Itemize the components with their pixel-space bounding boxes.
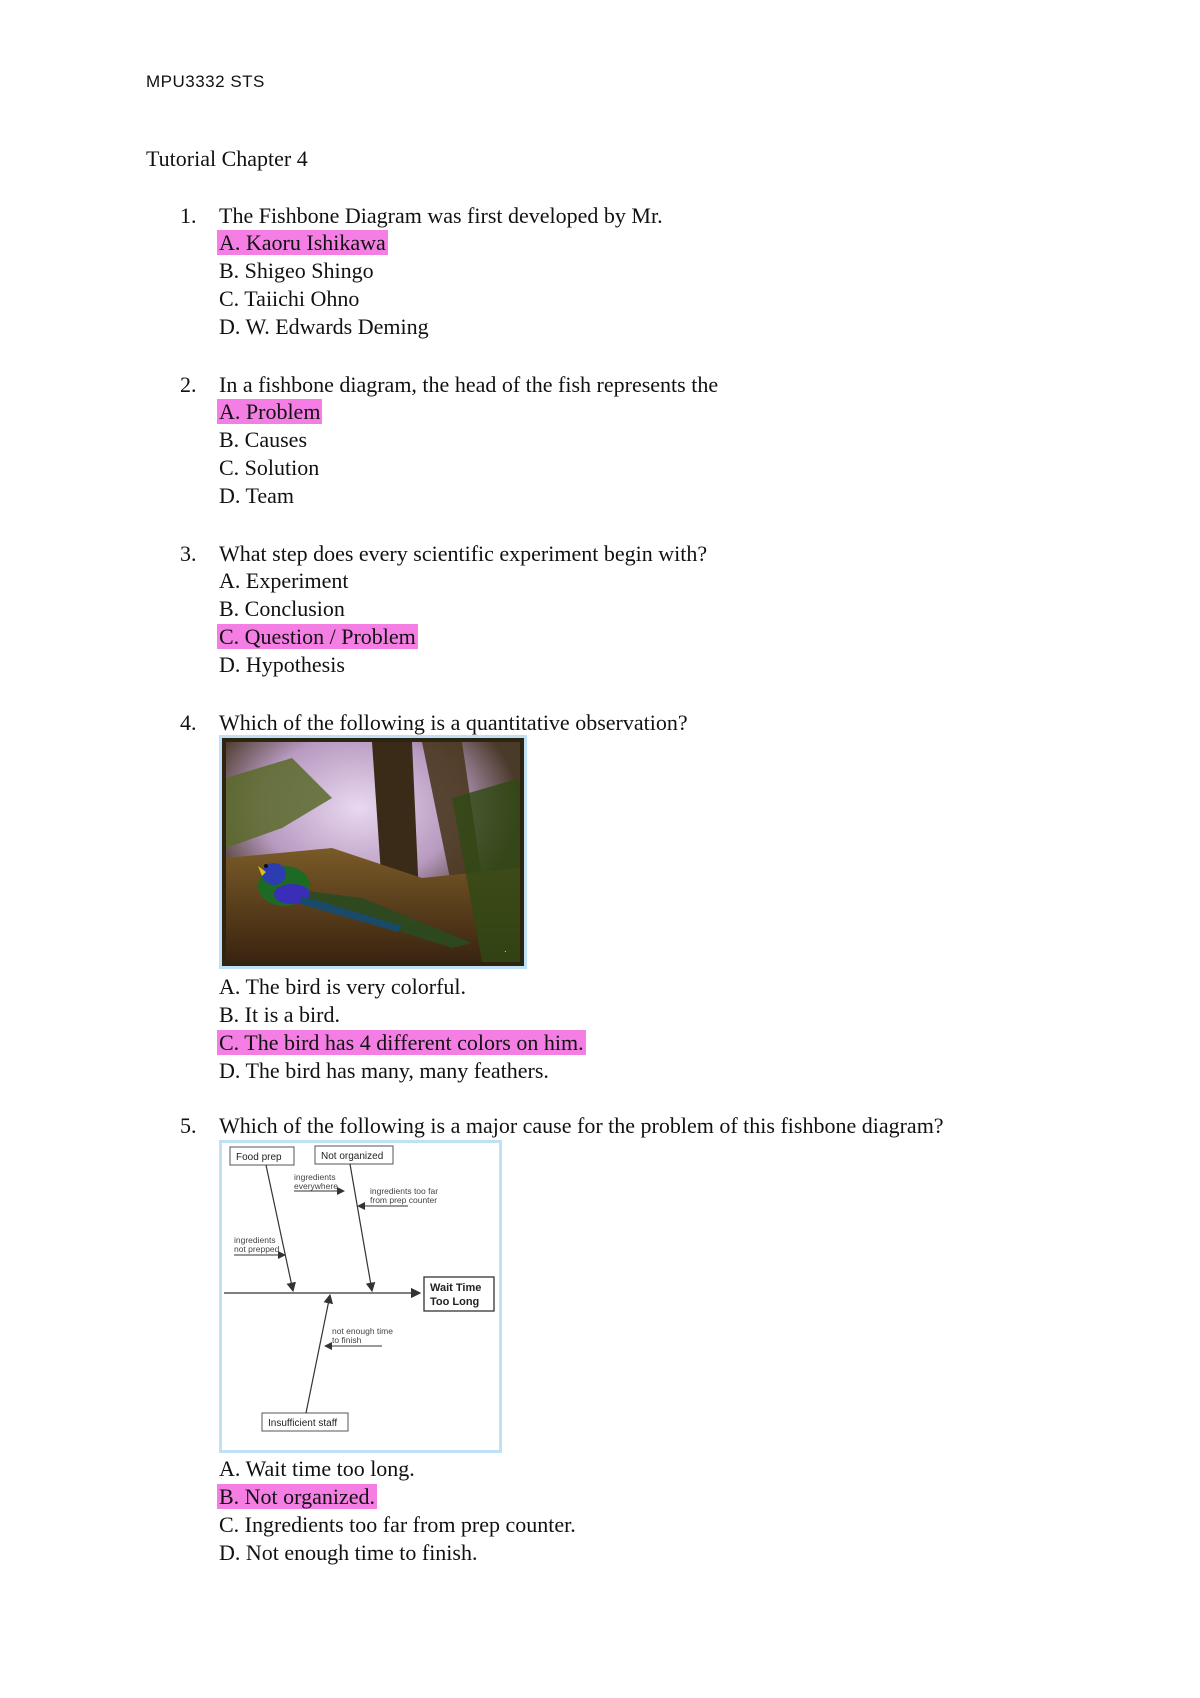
cause-label: to finish <box>332 1335 362 1345</box>
question-text: What step does every scientific experiment begin with? <box>219 541 708 566</box>
option-b: B. Shigeo Shingo <box>219 258 374 283</box>
head-label-line1: Wait Time <box>430 1282 482 1294</box>
category-not-organized: Not organized <box>321 1151 384 1162</box>
highlighted-answer: C. The bird has 4 different colors on him. <box>219 1030 584 1055</box>
svg-text:.: . <box>504 944 507 955</box>
cause-label: not enough time <box>332 1326 393 1336</box>
page-title: Tutorial Chapter 4 <box>146 146 308 171</box>
question-text: In a fishbone diagram, the head of the fish represents the <box>219 372 719 397</box>
bone-insufficient-staff <box>306 1295 330 1413</box>
category-food-prep: Food prep <box>236 1152 282 1163</box>
option-c <box>219 1029 586 1057</box>
highlighted-answer: C. Question / Problem <box>219 624 416 649</box>
question-number: 5. <box>180 1113 197 1138</box>
parrot-photo <box>219 735 527 969</box>
cause-label: everywhere <box>294 1181 338 1191</box>
option-c: C. Ingredients too far from prep counter. <box>219 1512 576 1537</box>
option-c: C. Solution <box>219 455 320 480</box>
head-label-line2: Too Long <box>430 1296 480 1308</box>
option-d: D. The bird has many, many feathers. <box>219 1058 549 1083</box>
question-number: 3. <box>180 541 197 566</box>
cause-label: from prep counter <box>370 1195 438 1205</box>
highlighted-answer: A. Kaoru Ishikawa <box>219 230 386 255</box>
option-b: B. Conclusion <box>219 596 345 621</box>
option-a <box>219 398 322 426</box>
option-c <box>219 623 418 651</box>
cause-label: ingredients too far <box>370 1186 439 1196</box>
cause-label: not prepped <box>234 1244 280 1254</box>
option-b <box>219 1483 377 1511</box>
option-b: B. It is a bird. <box>219 1002 340 1027</box>
option-a: A. Experiment <box>219 568 349 593</box>
question-number: 2. <box>180 372 197 397</box>
bone-not-organized <box>350 1164 372 1291</box>
option-a <box>219 229 388 257</box>
option-d: D. Team <box>219 483 295 508</box>
question-text: Which of the following is a major cause for the problem of this fishbone diagram? <box>219 1113 944 1138</box>
cause-label: ingredients <box>294 1172 336 1182</box>
question-number: 1. <box>180 203 197 228</box>
option-a: A. Wait time too long. <box>219 1456 415 1481</box>
option-a: A. The bird is very colorful. <box>219 974 467 999</box>
question-number: 4. <box>180 710 197 735</box>
category-insufficient-staff: Insufficient staff <box>268 1418 338 1429</box>
option-d: D. W. Edwards Deming <box>219 314 429 339</box>
option-c: C. Taiichi Ohno <box>219 286 360 311</box>
question-text: The Fishbone Diagram was first developed by Mr. <box>219 203 663 228</box>
highlighted-answer: A. Problem <box>219 399 321 424</box>
cause-label: ingredients <box>234 1235 276 1245</box>
option-d: D. Hypothesis <box>219 652 345 677</box>
highlighted-answer: B. Not organized. <box>219 1484 376 1509</box>
bone-food-prep <box>266 1165 293 1291</box>
course-header: MPU3332 STS <box>146 72 265 91</box>
option-d: D. Not enough time to finish. <box>219 1540 478 1565</box>
option-b: B. Causes <box>219 427 307 452</box>
question-text: Which of the following is a quantitative observation? <box>219 710 688 735</box>
fishbone-diagram <box>219 1140 502 1453</box>
